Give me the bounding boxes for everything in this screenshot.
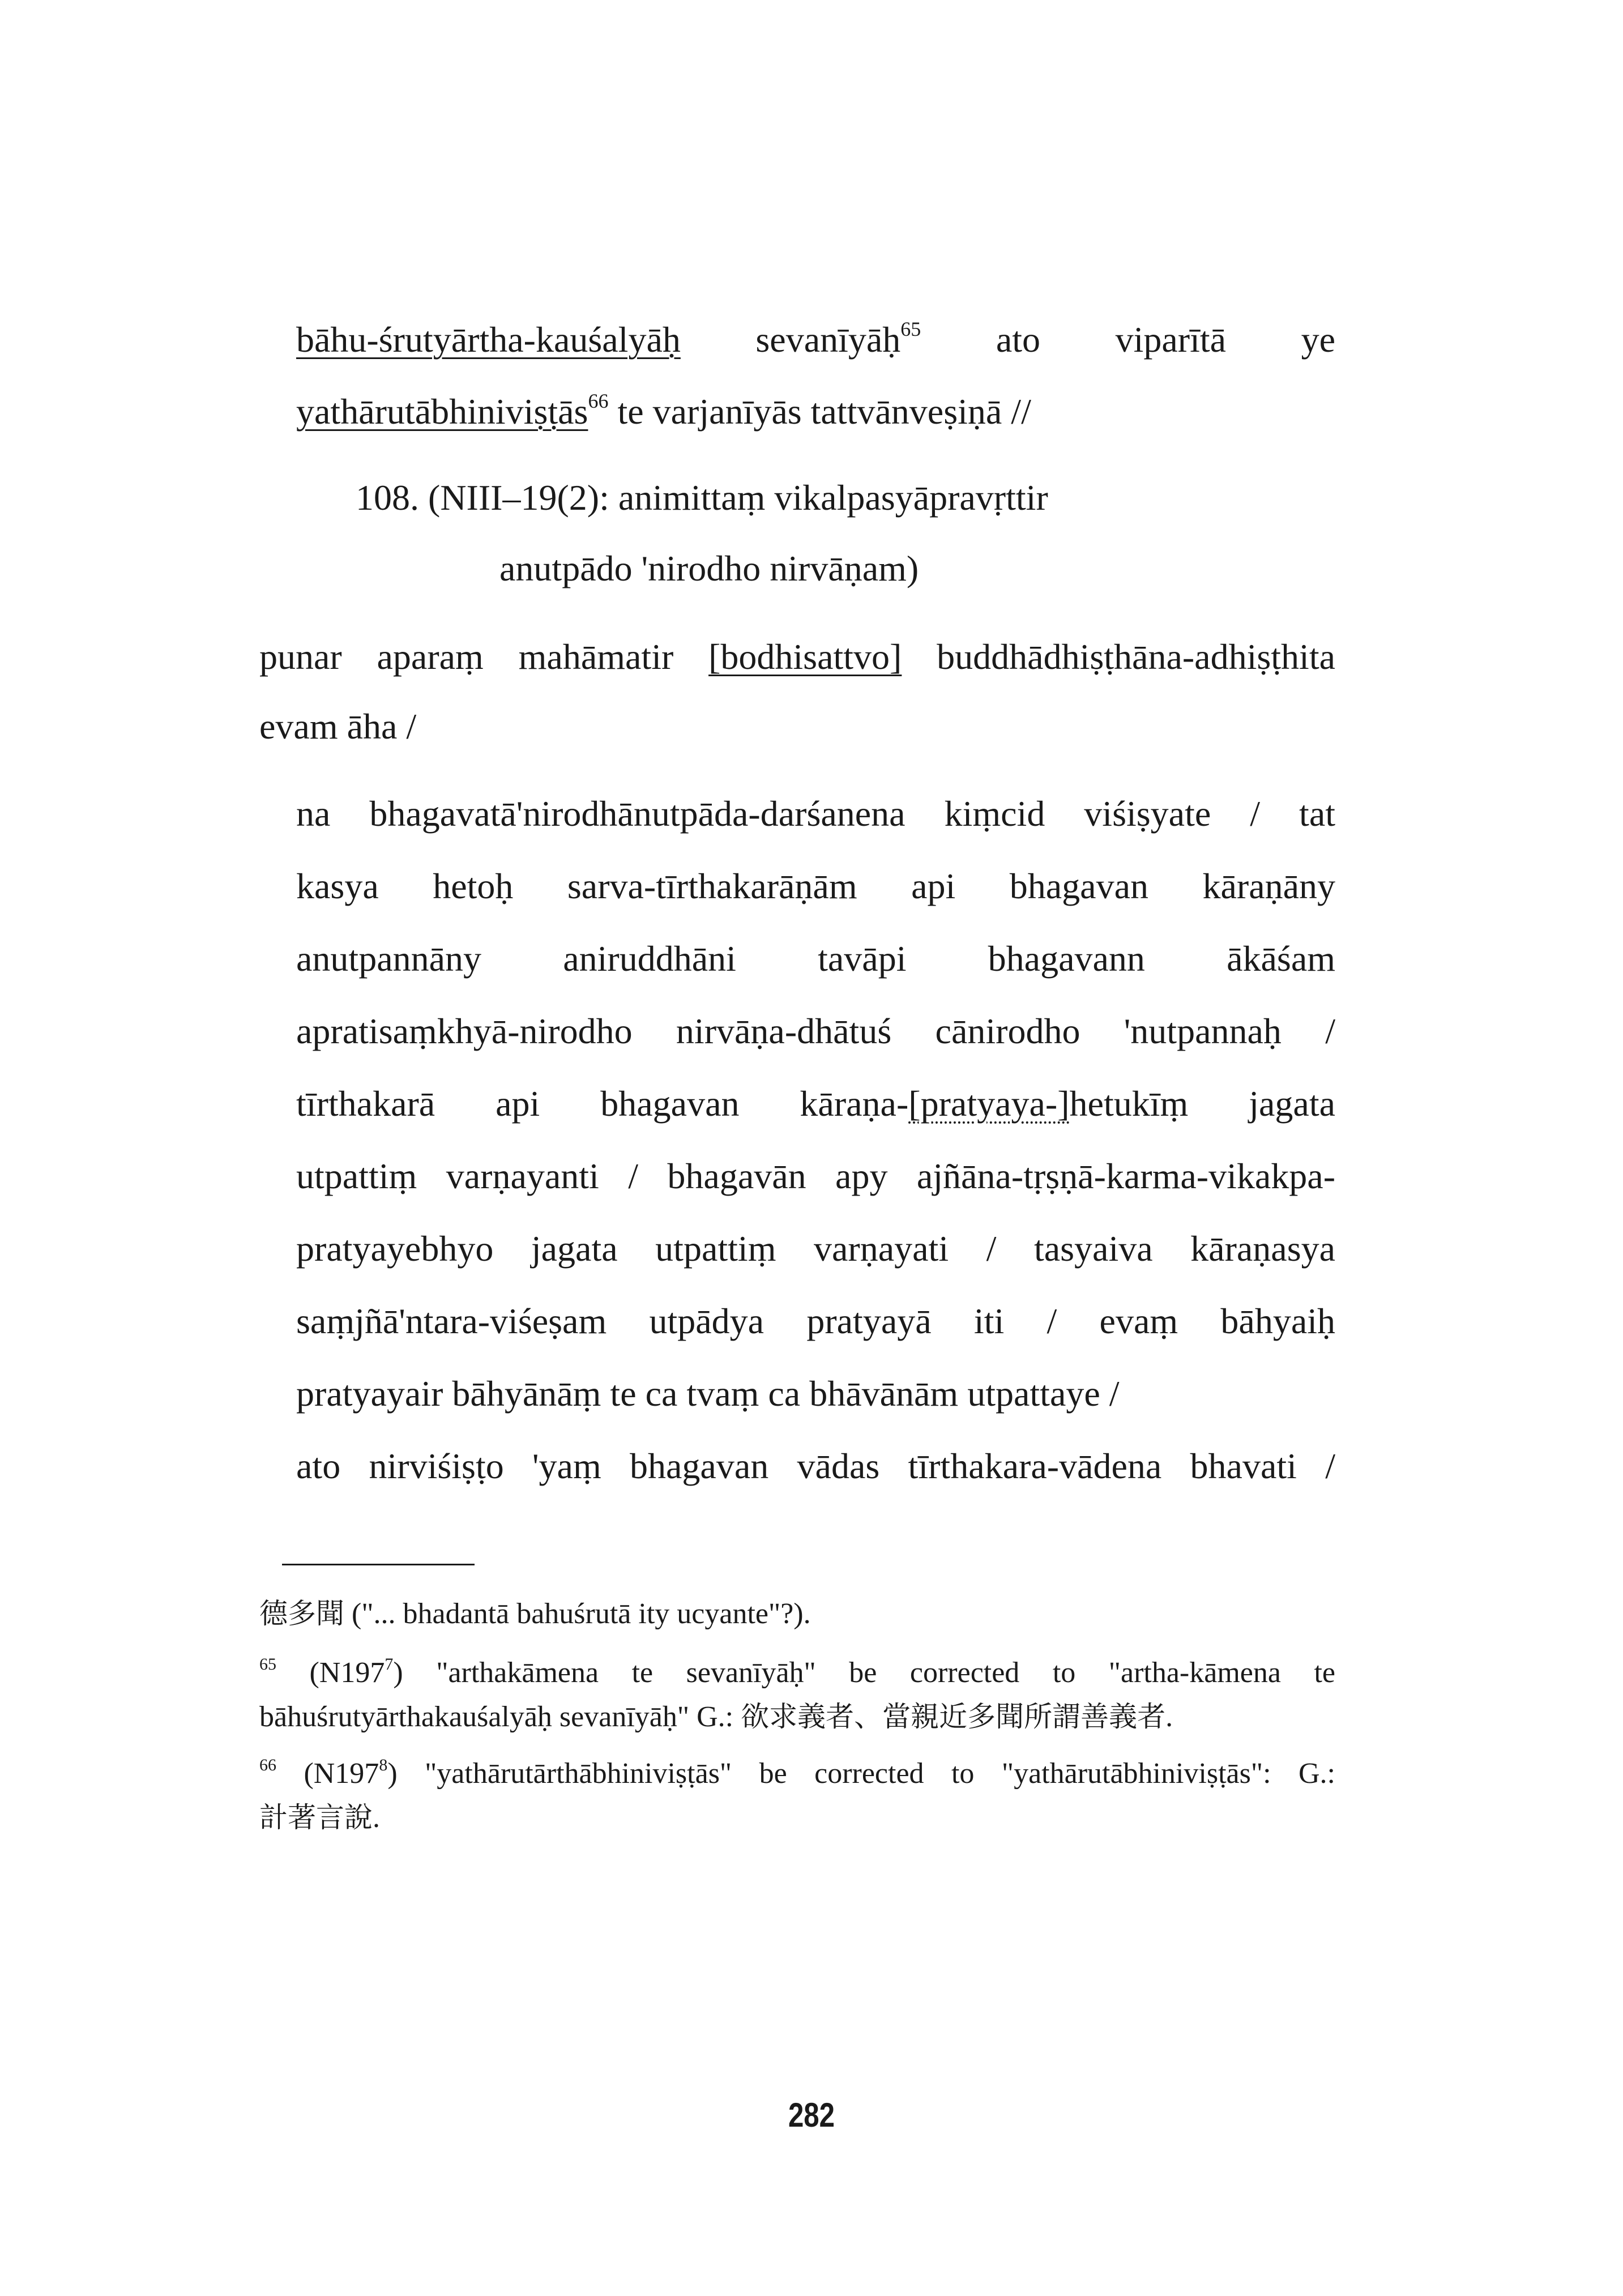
quote-line-10: ato nirviśiṣṭo 'yaṃ bhagavan vādas tīrthakara-vādena bhavati /: [296, 1446, 1335, 1486]
quote-line-7: pratyayebhyo jagata utpattiṃ varṇayati / tasyaiva kāraṇasya: [296, 1228, 1335, 1269]
quote-line-8: saṃjñā'ntara-viśeṣam utpādya pratyayā iti / evaṃ bāhyaiḥ: [296, 1301, 1335, 1341]
footnote-66-line-2: 計著言說.: [259, 1801, 380, 1834]
verse-text: te varjanīyās tattvānveṣiṇā //: [608, 391, 1031, 432]
verse-line-1: [296, 318, 1335, 360]
bracketed-term: [bodhisattvo]: [708, 637, 902, 677]
footnote-number: 65: [259, 1655, 276, 1674]
verse-line-2: [296, 390, 1031, 432]
term: sevanīyāḥ: [755, 319, 901, 360]
page-number: 282: [788, 2096, 835, 2134]
paragraph-line-1: punar aparaṃ mahāmatir [bodhisattvo] buddhādhiṣṭhāna-adhiṣṭhita: [259, 637, 1335, 677]
footnote-ref-66: 66: [588, 390, 609, 412]
quote-line-6: utpattiṃ varṇayanti / bhagavān apy ajñāna-tṛṣṇā-karma-vikakpa-: [296, 1156, 1335, 1196]
quote-line-3: anutpannāny aniruddhāni tavāpi bhagavann ākāśam: [296, 938, 1335, 979]
quote-line-4: apratisaṃkhyā-nirodho nirvāṇa-dhātuś cānirodho 'nutpannaḥ /: [296, 1011, 1335, 1051]
quote-line-5: tīrthakarā api bhagavan kāraṇa-[pratyaya-]hetukīṃ jagata: [296, 1083, 1336, 1124]
dotted-term: [pratyaya-]: [908, 1083, 1070, 1124]
footnote-ref-65: 65: [900, 318, 921, 340]
verse-text: ato viparītā ye: [996, 319, 1335, 360]
underlined-term: yathārutābhiniviṣṭās: [296, 391, 588, 432]
underlined-term: bāhu-śrutyārtha-kauśalyāḥ: [296, 319, 681, 360]
footnote-number: 66: [259, 1756, 276, 1774]
footnote-65-line-1: $^{65}$ $(N197^7)$ "arthakāmena te sevanīyāḥ" be corrected to "artha-kāmena te: [259, 1655, 1335, 1689]
section-heading-line-1: 108. (NIII–19(2): animittaṃ vikalpasyāpravṛttir: [356, 477, 1048, 518]
section-heading-line-2: anutpādo 'nirodho nirvāṇam): [499, 548, 919, 588]
footnote-65-line-2: bāhuśrutyārthakauśalyāḥ sevanīyāḥ" G.: 欲求義者、當親近多聞所謂善義者.: [259, 1700, 1173, 1733]
quote-line-1: na bhagavatā'nirodhānutpāda-darśanena kiṃcid viśiṣyate / tat: [296, 793, 1335, 834]
quote-line-9: pratyayair bāhyānāṃ te ca tvaṃ ca bhāvānām utpattaye /: [296, 1373, 1120, 1414]
paragraph-line-2: evam āha /: [259, 706, 417, 746]
footnote-66-line-1: $^{66}$ $(N197^8)$ "yathārutārthābhiniviṣṭās" be corrected to "yathārutābhiniviṣṭās": G.:: [259, 1756, 1335, 1790]
footnote-divider: [282, 1564, 475, 1565]
quote-line-2: kasya hetoḥ sarva-tīrthakarāṇām api bhagavan kāraṇāny: [296, 866, 1335, 906]
footnote-continuation: 德多聞 ("... bhadantā bahuśrutā ity ucyante"?).: [259, 1597, 811, 1630]
